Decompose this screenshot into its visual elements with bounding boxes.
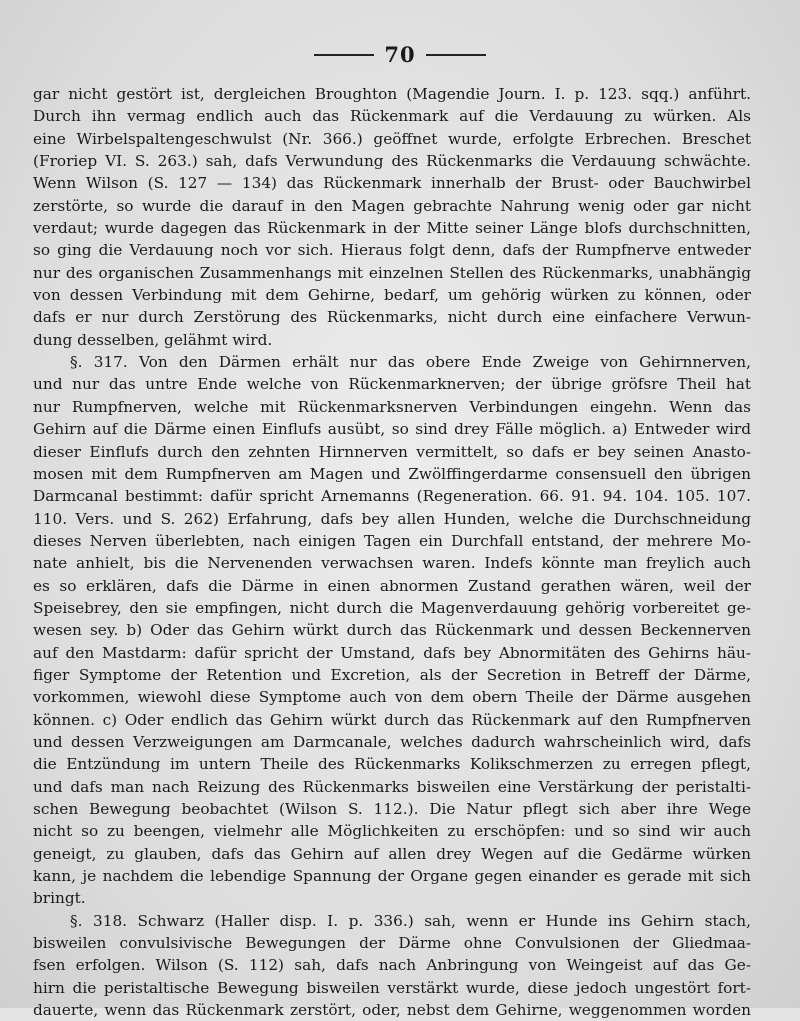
text-line: (Froriep VI. S. 263.) sah, dafs Verwundung des Rückenmarks die Verdauung schwächte. bbox=[33, 152, 751, 171]
text-line: hirn die peristaltische Bewegung bisweilen verstärkt wurde, diese jedoch ungestört fort- bbox=[33, 978, 751, 997]
text-line: und nur das untre Ende welche von Rückenmarknerven; der übrige gröfsre Theil hat bbox=[33, 375, 751, 394]
text-line: Gehirn auf die Därme einen Einflufs ausübt, so sind drey Fälle möglich. a) Entweder wird bbox=[33, 420, 751, 439]
text-line: fsen erfolgen. Wilson (S. 112) sah, dafs nach Anbringung von Weingeist auf das Ge- bbox=[33, 956, 751, 975]
text-line: §. 317. Von den Därmen erhält nur das obere Ende Zweige von Gehirnnerven, bbox=[70, 353, 751, 372]
text-line: Wenn Wilson (S. 127 — 134) das Rückenmark innerhalb der Brust- oder Bauchwirbel bbox=[33, 174, 751, 193]
text-line: 110. Vers. und S. 262) Erfahrung, dafs bey allen Hunden, welche die Durchschneidung bbox=[33, 509, 751, 528]
text-line: bringt. bbox=[33, 889, 86, 908]
text-line: dung desselben, gelähmt wird. bbox=[33, 330, 273, 349]
page-header bbox=[0, 42, 800, 67]
text-line: und dessen Verzweigungen am Darmcanale, welches dadurch wahrscheinlich wird, dafs bbox=[33, 732, 751, 751]
text-line: geneigt, zu glauben, dafs das Gehirn auf allen drey Wegen auf die Gedärme würken bbox=[33, 844, 751, 863]
text-line: vorkommen, wiewohl diese Symptome auch von dem obern Theile der Därme ausgehen bbox=[33, 688, 751, 707]
text-line: bisweilen convulsivische Bewegungen der Därme ohne Convulsionen der Gliedmaa- bbox=[33, 934, 751, 953]
text-line: figer Symptome der Retention und Excretion, als der Secretion in Betreff der Därme, bbox=[33, 665, 751, 684]
text-line: Durch ihn vermag endlich auch das Rückenmark auf die Verdauung zu würken. Als bbox=[33, 107, 751, 126]
text-line: gar nicht gestört ist, dergleichen Broughton (Magendie Journ. I. p. 123. sqq.) anführt. bbox=[33, 85, 751, 103]
text-line: kann, je nachdem die lebendige Spannung der Organe gegen einander es gerade mit sich bbox=[33, 867, 751, 886]
text-line: von dessen Verbindung mit dem Gehirne, bedarf, um gehörig würken zu können, oder bbox=[33, 286, 751, 305]
text-line: wesen sey. b) Oder das Gehirn würkt durch das Rückenmark und dessen Beckennerven bbox=[33, 621, 751, 640]
text-line: es so erklären, dafs die Därme in einen abnormen Zustand gerathen wären, weil der bbox=[33, 576, 751, 595]
text-line: dafs er nur durch Zerstörung des Rückenmarks, nicht durch eine einfachere Verwun- bbox=[33, 308, 751, 327]
text-line: und dafs man nach Reizung des Rückenmarks bisweilen eine Verstärkung der peristalti- bbox=[33, 777, 751, 796]
text-line: eine Wirbelspaltengeschwulst (Nr. 366.) geöffnet wurde, erfolgte Erbrechen. Breschet bbox=[33, 129, 751, 148]
text-line: schen Bewegung beobachtet (Wilson S. 112.). Die Natur pflegt sich aber ihre Wege bbox=[33, 800, 751, 818]
text-line: dauerte, wenn das Rückenmark zerstört, oder, nebst dem Gehirne, weggenommen worden bbox=[33, 1001, 751, 1020]
header-rule-left bbox=[314, 54, 374, 56]
text-line: nur des organischen Zusammenhangs mit einzelnen Stellen des Rückenmarks, unabhängig bbox=[33, 263, 751, 282]
text-line: verdaut; wurde dagegen das Rückenmark in der Mitte seiner Länge blofs durchschnitten, bbox=[33, 219, 751, 238]
text-line: Speisebrey, den sie empfingen, nicht durch die Magenverdauung gehörig vorbereitet ge- bbox=[33, 598, 751, 617]
text-line: mosen mit dem Rumpfnerven am Magen und Zwölffingerdarme consensuell den übrigen bbox=[33, 464, 751, 483]
text-line: nur Rumpfnerven, welche mit Rückenmarksnerven Verbindungen eingehn. Wenn das bbox=[33, 397, 751, 416]
text-line: dieser Einflufs durch den zehnten Hirnnerven vermittelt, so dafs er bey seinen Anasto- bbox=[33, 442, 751, 461]
text-line: dieses Nerven überlebten, nach einigen Tagen ein Durchfall entstand, der mehrere Mo- bbox=[33, 531, 751, 550]
page-number: 70 bbox=[384, 42, 416, 67]
text-line: §. 318. Schwarz (Haller disp. I. p. 336.) sah, wenn er Hunde ins Gehirn stach, bbox=[70, 911, 751, 930]
text-line: so ging die Verdauung noch vor sich. Hieraus folgt denn, dafs der Rumpfnerve entweder bbox=[33, 241, 751, 260]
text-line: können. c) Oder endlich das Gehirn würkt durch das Rückenmark auf den Rumpfnerven bbox=[33, 710, 751, 729]
text-line: nate anhielt, bis die Nervenenden verwachsen waren. Indefs könnte man freylich auch bbox=[33, 554, 751, 573]
text-line: nicht so zu beengen, vielmehr alle Möglichkeiten zu erschöpfen: und so sind wir auch bbox=[33, 822, 751, 841]
text-line: Darmcanal bestimmt: dafür spricht Arnemanns (Regeneration. 66. 91. 94. 104. 105. 107. bbox=[33, 487, 751, 506]
text-line: die Entzündung im untern Theile des Rückenmarks Kolikschmerzen zu erregen pflegt, bbox=[33, 755, 751, 774]
text-line: auf den Mastdarm: dafür spricht der Umstand, dafs bey Abnormitäten des Gehirns häu- bbox=[33, 643, 751, 662]
body-text bbox=[33, 83, 751, 1021]
header-rule-right bbox=[426, 54, 486, 56]
text-line: zerstörte, so wurde die darauf in den Magen gebrachte Nahrung wenig oder gar nicht bbox=[33, 196, 751, 215]
